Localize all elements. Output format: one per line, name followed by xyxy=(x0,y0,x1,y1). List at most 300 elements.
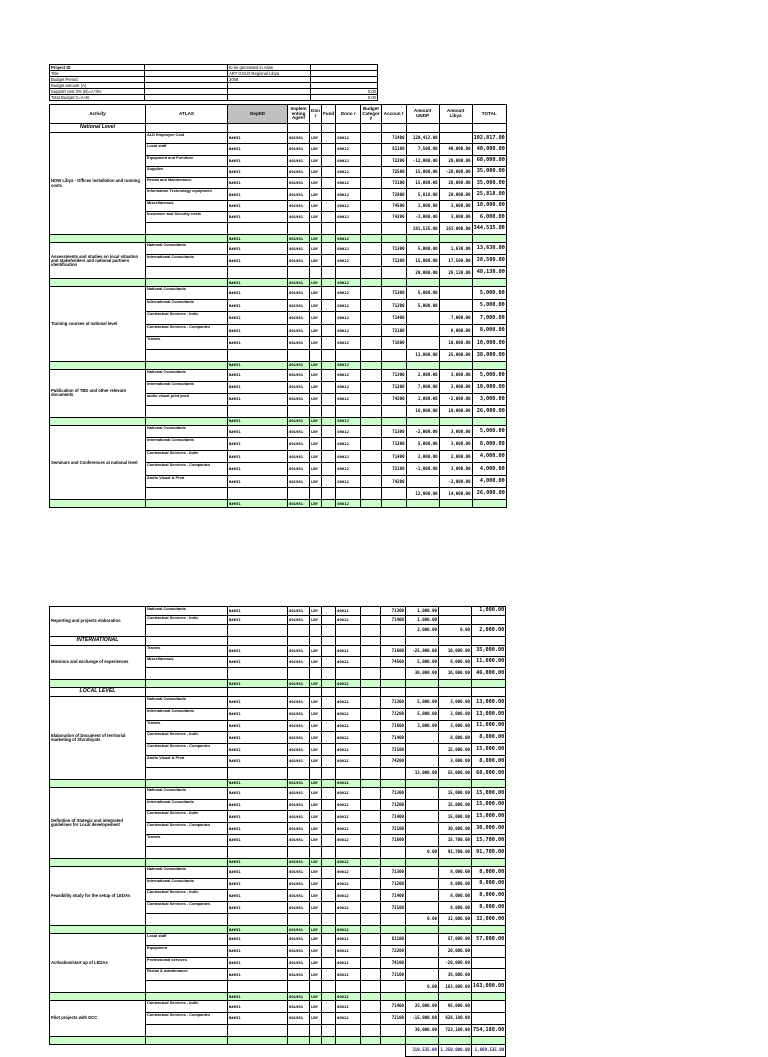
dept-code: B#651 xyxy=(228,178,288,189)
subtotal-libya: 0.00 xyxy=(439,625,472,637)
line-total: 13,000.00 xyxy=(472,697,506,709)
separator-cell xyxy=(361,858,381,866)
budget-row xyxy=(50,243,507,255)
line-description: Equipment xyxy=(146,945,228,957)
account-code: 74200 xyxy=(381,393,406,405)
blank-cell xyxy=(146,223,228,235)
blank-cell xyxy=(361,189,381,200)
separator-cell: 00012 xyxy=(336,925,361,933)
line-description: Contractual Services - Indiv xyxy=(146,732,228,744)
subtotal-libya: 163,000.00 xyxy=(439,981,472,993)
project-meta-table xyxy=(49,64,378,101)
separator-cell xyxy=(472,925,506,933)
blank-cell xyxy=(288,1044,310,1057)
separator-cell: LBY xyxy=(310,993,322,1001)
separator-cell xyxy=(381,779,406,787)
dept-code: B#651 xyxy=(228,450,288,463)
header-budget-category: Budget Categor y xyxy=(361,105,381,124)
donor-code: LBY xyxy=(310,646,322,657)
subtotal-total: 26,000.00 xyxy=(472,488,506,500)
meta-value: to be generated in Atlas xyxy=(228,65,311,71)
dept-code: B#651 xyxy=(228,744,288,756)
blank-cell xyxy=(361,124,381,133)
blank-cell xyxy=(146,637,228,646)
blank-cell xyxy=(288,637,310,646)
amount-libya xyxy=(439,287,472,300)
blank-cell xyxy=(50,1044,146,1057)
subtotal-undp: 0.00 xyxy=(406,913,439,925)
account-code: 71300 xyxy=(381,607,406,616)
separator-cell xyxy=(361,925,381,933)
blank-cell xyxy=(361,299,381,312)
line-total: 4,000.00 xyxy=(472,463,506,476)
separator-cell xyxy=(310,1036,322,1044)
separator-cell: 001981 xyxy=(288,279,310,287)
separator-cell xyxy=(50,993,146,1001)
account-code: 72200 xyxy=(381,155,406,166)
budget-row xyxy=(50,1001,506,1013)
blank-cell xyxy=(146,1024,228,1036)
separator-cell xyxy=(146,993,228,1001)
amount-undp: 15,000.00 xyxy=(406,178,439,189)
impl-code: 001981 xyxy=(288,697,310,709)
blank-cell xyxy=(146,767,228,779)
activity-name: Missions and exchange of experiences xyxy=(50,646,146,680)
line-description: International Consultants xyxy=(146,381,228,393)
line-description: Contractual Services - Indiv xyxy=(146,312,228,325)
blank-cell xyxy=(336,767,361,779)
separator-cell xyxy=(472,680,506,688)
amount-undp: 5,000.00 xyxy=(406,438,439,451)
impl-code: 001981 xyxy=(288,337,310,350)
amount-libya: 20,000.00 xyxy=(439,155,472,166)
account-code: 72500 xyxy=(381,166,406,177)
section-title: National Level xyxy=(50,124,146,133)
blank-cell xyxy=(361,450,381,463)
blank-cell xyxy=(322,155,336,166)
dept-code: B#651 xyxy=(228,933,288,945)
account-code: 71600 xyxy=(381,646,406,657)
subtotal-undp: 2,000.00 xyxy=(406,625,439,637)
separator-cell xyxy=(50,500,146,508)
blank-cell xyxy=(228,223,288,235)
line-description: Miscellaneous xyxy=(146,657,228,668)
separator-cell xyxy=(146,858,228,866)
donor-code: LBY xyxy=(310,166,322,177)
blank-cell xyxy=(381,223,406,235)
blank-cell xyxy=(322,243,336,255)
blank-cell xyxy=(361,438,381,451)
fund-code: 00012 xyxy=(336,945,361,957)
impl-code: 001981 xyxy=(288,393,310,405)
blank-cell xyxy=(288,405,310,417)
dept-code: B#651 xyxy=(228,657,288,668)
meta-label: Support cost 3% (B)=A*3% xyxy=(50,89,145,95)
separator-cell xyxy=(361,361,381,369)
line-description: Audio Visual & Print xyxy=(146,475,228,488)
fund-code: 00012 xyxy=(336,178,361,189)
amount-undp: 5,000.00 xyxy=(406,697,439,709)
blank-cell xyxy=(361,787,381,799)
budget-sheet-page2 xyxy=(49,606,506,1057)
blank-cell xyxy=(361,337,381,350)
account-code: 71400 xyxy=(381,616,406,625)
impl-code: 001981 xyxy=(288,720,310,732)
fund-code: 00012 xyxy=(336,744,361,756)
separator-cell xyxy=(406,279,439,287)
blank-cell xyxy=(472,124,506,133)
fund-code: 00012 xyxy=(336,393,361,405)
account-code: 74200 xyxy=(381,755,406,767)
blank-cell xyxy=(322,178,336,189)
fund-code: 00012 xyxy=(336,144,361,155)
donor-code: LBY xyxy=(310,381,322,393)
account-code: 73100 xyxy=(381,969,406,981)
separator-cell: 001981 xyxy=(288,500,310,508)
budget-sheet-page1 xyxy=(49,104,507,508)
account-code: 71600 xyxy=(381,337,406,350)
account-code: 61100 xyxy=(381,144,406,155)
separator-cell xyxy=(472,417,506,425)
impl-code: 001981 xyxy=(288,902,310,914)
impl-code: 001981 xyxy=(288,243,310,255)
impl-code: 001981 xyxy=(288,799,310,811)
fund-code: 00012 xyxy=(336,463,361,476)
line-description: Rental & maintenance xyxy=(146,969,228,981)
budget-row xyxy=(50,866,506,878)
amount-libya: 3,000.00 xyxy=(439,708,472,720)
separator-cell: 001981 xyxy=(288,680,310,688)
separator-cell xyxy=(322,417,336,425)
account-code: 71300 xyxy=(381,866,406,878)
blank-cell xyxy=(361,902,381,914)
separator-cell: 00012 xyxy=(336,858,361,866)
fund-code: 00012 xyxy=(336,287,361,300)
line-total: 11,000.00 xyxy=(472,657,506,668)
impl-code: 001981 xyxy=(288,811,310,823)
blank-cell xyxy=(322,212,336,223)
account-code: 71300 xyxy=(381,369,406,381)
line-description: ALD Employee Cost xyxy=(146,133,228,144)
line-description: International Consultants xyxy=(146,438,228,451)
separator-cell xyxy=(50,235,146,243)
separator-cell xyxy=(406,858,439,866)
activity-name: Feasibility study for the setup of LEDAs xyxy=(50,866,146,925)
donor-code: LBY xyxy=(310,834,322,846)
separator-row xyxy=(50,779,506,787)
header-total: TOTAL xyxy=(472,105,506,124)
line-description: Contractual Services - Companies xyxy=(146,324,228,337)
separator-cell xyxy=(146,361,228,369)
blank-cell xyxy=(361,981,381,993)
subtotal-total: 68,000.00 xyxy=(472,767,506,779)
separator-row xyxy=(50,235,507,243)
separator-cell xyxy=(472,993,506,1001)
budget-row xyxy=(50,697,506,709)
blank-cell xyxy=(361,369,381,381)
blank-cell xyxy=(228,767,288,779)
activity-name: Training courses at national level xyxy=(50,287,146,362)
impl-code: 001981 xyxy=(288,475,310,488)
line-description: International Consultants xyxy=(146,878,228,890)
separator-cell xyxy=(322,235,336,243)
fund-code: 00012 xyxy=(336,312,361,325)
separator-cell: B#651 xyxy=(228,361,288,369)
dept-code: B#651 xyxy=(228,369,288,381)
separator-cell xyxy=(50,680,146,688)
amount-undp: 1,000.00 xyxy=(406,393,439,405)
blank-cell xyxy=(361,405,381,417)
impl-code: 001981 xyxy=(288,866,310,878)
separator-cell xyxy=(146,779,228,787)
account-code: 72100 xyxy=(381,823,406,835)
impl-code: 001981 xyxy=(288,607,310,616)
blank-cell xyxy=(361,668,381,680)
impl-code: 001981 xyxy=(288,969,310,981)
separator-cell xyxy=(50,858,146,866)
dept-code: B#651 xyxy=(228,287,288,300)
blank-cell xyxy=(361,287,381,300)
blank-cell xyxy=(322,720,336,732)
line-total: 25,818.00 xyxy=(472,189,506,200)
dept-code: B#651 xyxy=(228,166,288,177)
amount-libya: -20,000.00 xyxy=(439,957,472,969)
fund-code: 00012 xyxy=(336,324,361,337)
blank-cell xyxy=(288,668,310,680)
fund-code: 00012 xyxy=(336,933,361,945)
dept-code: B#651 xyxy=(228,1012,288,1024)
subtotal-undp: 13,000.00 xyxy=(406,349,439,361)
subtotal-undp: 30,000.00 xyxy=(406,668,439,680)
amount-undp: 5,000.00 xyxy=(406,243,439,255)
blank-cell xyxy=(361,616,381,625)
blank-cell xyxy=(361,475,381,488)
blank-cell xyxy=(288,625,310,637)
line-description: Contractual Services - Companies xyxy=(146,823,228,835)
header-donor: Don r xyxy=(310,105,322,124)
account-code: 71300 xyxy=(381,787,406,799)
separator-cell: B#651 xyxy=(228,500,288,508)
donor-code: LBY xyxy=(310,878,322,890)
amount-undp xyxy=(406,799,439,811)
impl-code: 001981 xyxy=(288,933,310,945)
impl-code: 001981 xyxy=(288,957,310,969)
line-description: Audio Visual & Print xyxy=(146,755,228,767)
amount-libya: 8,000.00 xyxy=(439,878,472,890)
blank-cell xyxy=(336,688,361,697)
dept-code: B#651 xyxy=(228,945,288,957)
blank-cell xyxy=(322,393,336,405)
subtotal-total: 91,700.00 xyxy=(472,846,506,858)
section-title: LOCAL LEVEL xyxy=(50,688,146,697)
blank-cell xyxy=(361,349,381,361)
dept-code: B#651 xyxy=(228,299,288,312)
blank-cell xyxy=(322,450,336,463)
account-code: 71200 xyxy=(381,799,406,811)
separator-cell xyxy=(472,1036,506,1044)
blank-cell xyxy=(336,1024,361,1036)
separator-cell: LBY xyxy=(310,858,322,866)
blank-cell xyxy=(381,267,406,279)
subtotal-total: 48,130.00 xyxy=(472,267,506,279)
line-description: National Consultants xyxy=(146,787,228,799)
dept-code: B#651 xyxy=(228,799,288,811)
account-code: 74100 xyxy=(381,957,406,969)
grand-total: 1,669,535.00 xyxy=(472,1044,506,1057)
separator-cell xyxy=(439,361,472,369)
amount-libya: 20,000.00 xyxy=(439,945,472,957)
separator-cell: LBY xyxy=(310,925,322,933)
line-total: 102,817.00 xyxy=(472,133,506,144)
impl-code: 001981 xyxy=(288,834,310,846)
line-total: 15,000.00 xyxy=(472,744,506,756)
line-description: Rental and Maintenance xyxy=(146,178,228,189)
amount-undp xyxy=(406,732,439,744)
blank-cell xyxy=(322,933,336,945)
blank-cell xyxy=(361,913,381,925)
meta-right: 0.00 xyxy=(311,89,378,95)
separator-cell xyxy=(146,500,228,508)
blank-cell xyxy=(322,744,336,756)
separator-row xyxy=(50,925,506,933)
impl-code: 001981 xyxy=(288,178,310,189)
dept-code: B#651 xyxy=(228,337,288,350)
dept-code: B#651 xyxy=(228,144,288,155)
amount-undp: -1,000.00 xyxy=(406,463,439,476)
donor-code: LBY xyxy=(310,744,322,756)
separator-cell: B#651 xyxy=(228,279,288,287)
fund-code: 00012 xyxy=(336,957,361,969)
blank-cell xyxy=(361,144,381,155)
account-code: 71400 xyxy=(381,450,406,463)
donor-code: LBY xyxy=(310,425,322,438)
amount-libya: 15,000.00 xyxy=(439,799,472,811)
blank-cell xyxy=(361,488,381,500)
line-description: audio visual print prod xyxy=(146,393,228,405)
amount-libya: 3,000.00 xyxy=(439,200,472,211)
blank-cell xyxy=(288,981,310,993)
separator-cell: 001981 xyxy=(288,925,310,933)
blank-cell xyxy=(361,200,381,211)
blank-cell xyxy=(322,607,336,616)
donor-code: LBY xyxy=(310,902,322,914)
impl-code: 001981 xyxy=(288,255,310,267)
blank-cell xyxy=(361,267,381,279)
blank-cell xyxy=(322,463,336,476)
budget-row xyxy=(50,646,506,657)
donor-code: LBY xyxy=(310,1001,322,1013)
line-description: Travels xyxy=(146,834,228,846)
dept-code: B#651 xyxy=(228,1001,288,1013)
impl-code: 001981 xyxy=(288,144,310,155)
separator-cell xyxy=(361,279,381,287)
line-description: Contractual Services - Indiv xyxy=(146,811,228,823)
blank-cell xyxy=(361,846,381,858)
line-description: Professional services xyxy=(146,957,228,969)
amount-libya: 57,000.00 xyxy=(439,933,472,945)
blank-cell xyxy=(322,688,336,697)
amount-undp: 7,000.00 xyxy=(406,381,439,393)
blank-cell xyxy=(322,488,336,500)
blank-cell xyxy=(146,625,228,637)
line-total: 8,000.00 xyxy=(472,866,506,878)
donor-code: LBY xyxy=(310,957,322,969)
separator-cell: LBY xyxy=(310,500,322,508)
separator-cell xyxy=(50,925,146,933)
separator-cell xyxy=(50,417,146,425)
fund-code: 00012 xyxy=(336,450,361,463)
blank-cell xyxy=(322,625,336,637)
separator-row xyxy=(50,500,507,508)
account-code: 71400 xyxy=(381,890,406,902)
donor-code: LBY xyxy=(310,720,322,732)
blank-cell xyxy=(146,688,228,697)
impl-code: 001981 xyxy=(288,324,310,337)
fund-code: 00012 xyxy=(336,243,361,255)
separator-cell xyxy=(322,858,336,866)
blank-cell xyxy=(322,902,336,914)
subtotal-total: 344,535.00 xyxy=(472,223,506,235)
donor-code: LBY xyxy=(310,475,322,488)
fund-code: 00012 xyxy=(336,155,361,166)
separator-cell xyxy=(406,500,439,508)
separator-cell xyxy=(146,925,228,933)
blank-cell xyxy=(288,349,310,361)
blank-cell xyxy=(361,708,381,720)
amount-undp: 15,000.00 xyxy=(406,255,439,267)
fund-code: 00012 xyxy=(336,799,361,811)
blank-cell xyxy=(361,243,381,255)
blank-cell xyxy=(322,1024,336,1036)
line-description: Contractual Services - Indiv xyxy=(146,890,228,902)
separator-cell xyxy=(381,1036,406,1044)
blank-cell xyxy=(322,124,336,133)
blank-cell xyxy=(322,890,336,902)
account-code: 71300 xyxy=(381,243,406,255)
separator-row xyxy=(50,993,506,1001)
account-code: 72100 xyxy=(381,1012,406,1024)
grand-total-undp: 319,535.00 xyxy=(406,1044,439,1057)
blank-cell xyxy=(322,787,336,799)
blank-cell xyxy=(361,933,381,945)
separator-row xyxy=(50,417,507,425)
budget-row xyxy=(50,369,507,381)
donor-code: LBY xyxy=(310,866,322,878)
dept-code: B#651 xyxy=(228,200,288,211)
fund-code: 00012 xyxy=(336,1001,361,1013)
meta-label: Project ID xyxy=(50,65,145,71)
blank-cell xyxy=(336,625,361,637)
separator-cell: 001981 xyxy=(288,779,310,787)
line-description: Contractual Services - Companies xyxy=(146,1012,228,1024)
donor-code: LBY xyxy=(310,945,322,957)
line-total: 13,000.00 xyxy=(472,708,506,720)
separator-cell: 001981 xyxy=(288,361,310,369)
fund-code: 00012 xyxy=(336,878,361,890)
blank-cell xyxy=(322,381,336,393)
dept-code: B#651 xyxy=(228,155,288,166)
blank-cell xyxy=(310,767,322,779)
account-code: 71200 xyxy=(381,255,406,267)
line-description: Contractual Services - Indiv xyxy=(146,1001,228,1013)
separator-cell xyxy=(439,779,472,787)
blank-cell xyxy=(361,223,381,235)
amount-libya xyxy=(439,616,472,625)
separator-cell xyxy=(381,680,406,688)
meta-label: Budget amount (A) xyxy=(50,83,145,89)
fund-code: 00012 xyxy=(336,299,361,312)
header-row xyxy=(50,105,507,124)
